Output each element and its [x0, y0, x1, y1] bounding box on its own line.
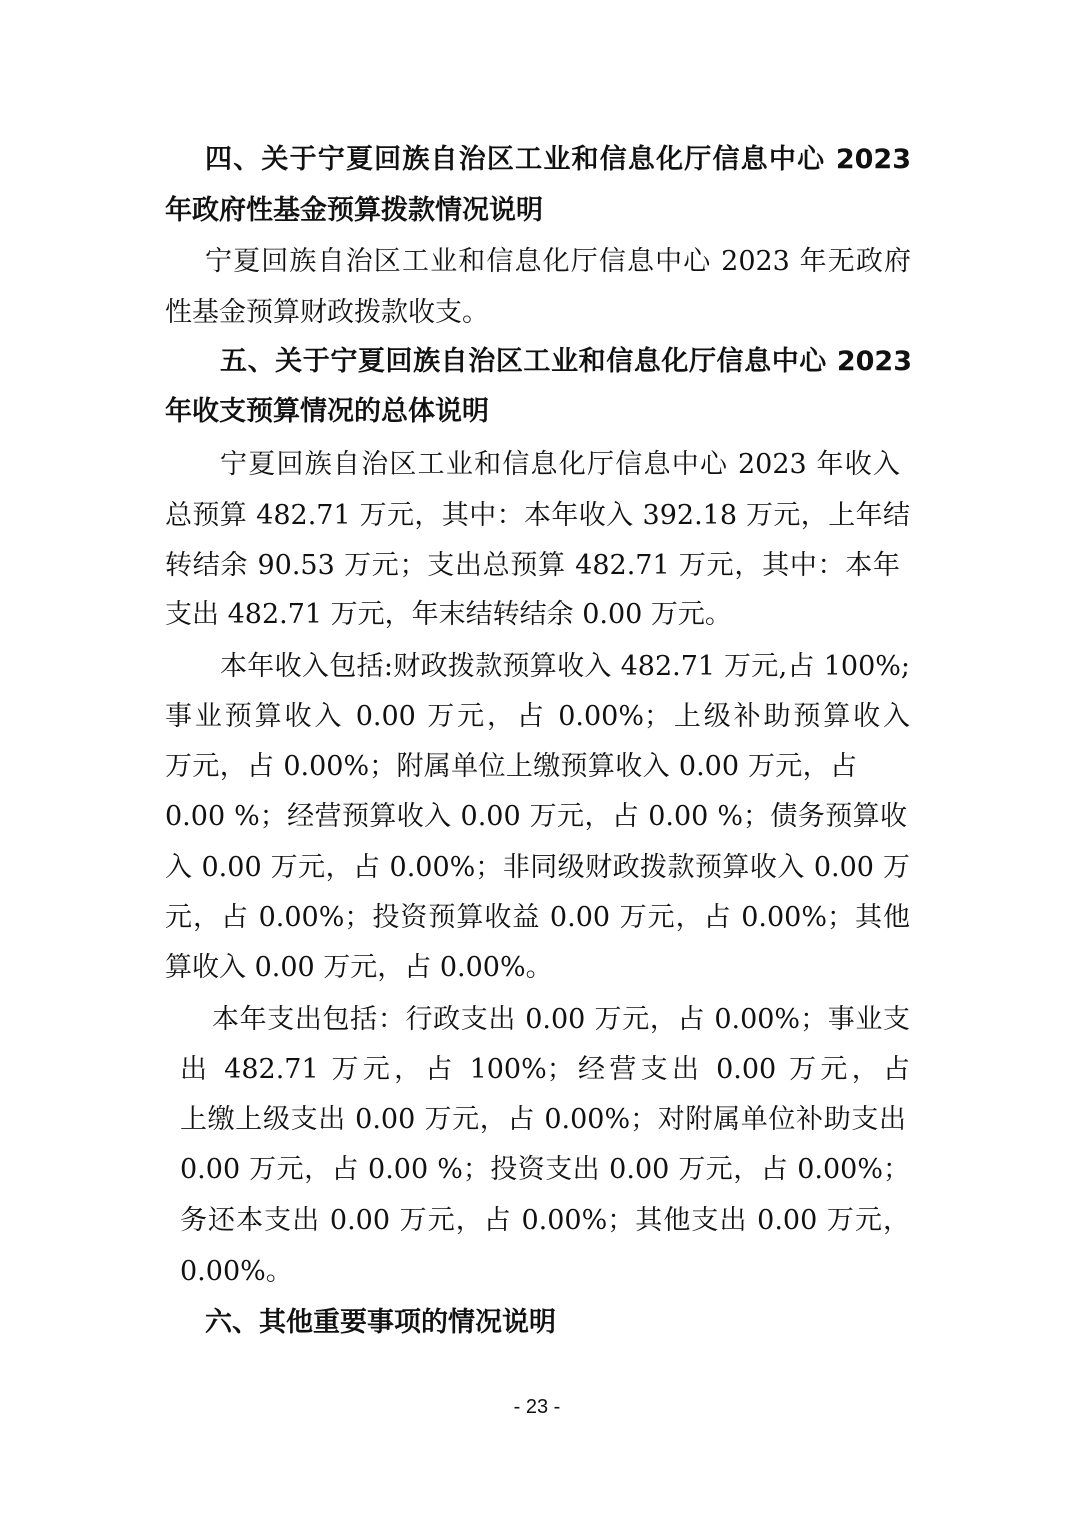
budget-total-line: 转结余 90.53 万元；支出总预算 482.71 万元，其中：本年: [165, 550, 900, 581]
section-4-heading-line-1: 四、关于宁夏回族自治区工业和信息化厅信息中心 2023: [205, 144, 911, 175]
income-line: 入 0.00 万元，占 0.00%；非同级财政拨款预算收入 0.00 万: [165, 852, 910, 883]
income-line: 元，占 0.00%；投资预算收益 0.00 万元，占 0.00%；其他: [165, 902, 910, 933]
section-6-heading: 六、其他重要事项的情况说明: [205, 1307, 556, 1338]
budget-total-line: 宁夏回族自治区工业和信息化厅信息中心 2023 年收入: [220, 449, 900, 480]
budget-total-line: 支出 482.71 万元，年末结转结余 0.00 万元。: [165, 599, 732, 630]
section-4-body-line: 宁夏回族自治区工业和信息化厅信息中心 2023 年无政府: [205, 246, 911, 277]
section-4-body-line: 性基金预算财政拨款收支。: [165, 297, 489, 328]
page-number: - 23 -: [513, 1396, 561, 1418]
income-line: 事业预算收入 0.00 万元，占 0.00%；上级补助预算收入: [165, 701, 910, 732]
expense-line: 出 482.71 万元，占 100%；经营支出 0.00 万元，占: [180, 1054, 910, 1085]
section-5-heading-line-2: 年收支预算情况的总体说明: [165, 396, 489, 427]
expense-line: 0.00 万元，占 0.00 %；投资支出 0.00 万元，占 0.00%；: [180, 1154, 910, 1185]
expense-line: 0.00%。: [180, 1256, 293, 1287]
income-line: 本年收入包括:财政拨款预算收入 482.71 万元,占 100%;: [220, 651, 910, 682]
expense-line: 上缴上级支出 0.00 万元，占 0.00%；对附属单位补助支出: [180, 1104, 906, 1135]
income-line: 0.00 %；经营预算收入 0.00 万元，占 0.00 %；债务预算收: [165, 801, 907, 832]
section-4-heading-line-2: 年政府性基金预算拨款情况说明: [165, 195, 543, 226]
budget-total-line: 总预算 482.71 万元，其中：本年收入 392.18 万元，上年结: [165, 500, 910, 531]
section-5-heading-line-1: 五、关于宁夏回族自治区工业和信息化厅信息中心 2023: [220, 346, 912, 377]
expense-line: 本年支出包括：行政支出 0.00 万元，占 0.00%；事业支: [212, 1004, 910, 1035]
expense-line: 务还本支出 0.00 万元，占 0.00%；其他支出 0.00 万元，: [180, 1205, 910, 1236]
income-line: 万元，占 0.00%；附属单位上缴预算收入 0.00 万元，占: [165, 751, 857, 782]
income-line: 算收入 0.00 万元，占 0.00%。: [165, 952, 553, 983]
